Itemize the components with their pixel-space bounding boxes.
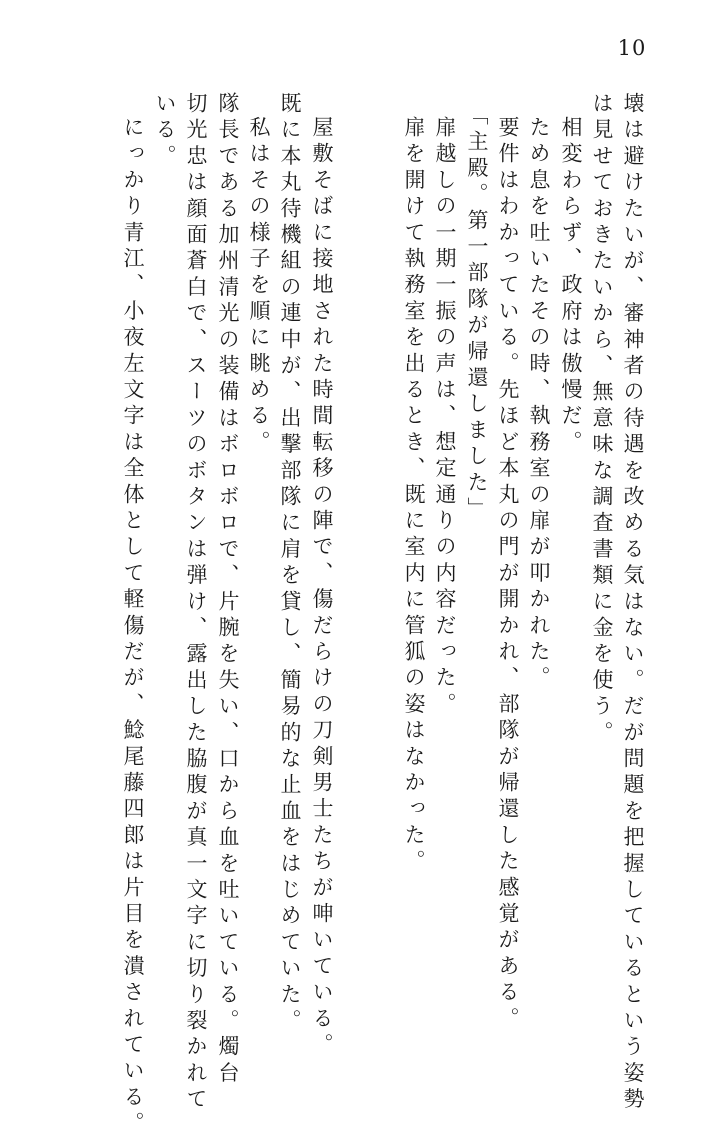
text-line: 「主殿。第一部隊が帰還しました」 [465,104,489,524]
text-line: 要件はわかっている。先ほど本丸の門が開かれ、部隊が帰還した感覚がある。 [496,116,520,1033]
text-line: 既に本丸待機組の連中が、出撃部隊に肩を貸し、簡易的な止血をはじめていた。 [278,92,302,1036]
text-line: 扉を開けて執務室を出るとき、既に室内に管狐の姿はなかった。 [402,116,426,876]
text-line: 切光忠は顔面蒼白で、スーツのボタンは弾け、露出した脇腹が真一文字に切り裂かれて [184,92,208,1114]
text-line: 隊長である加州清光の装備はボロボロで、片腕を失い、口から血を吐いている。燭台 [216,92,240,1088]
page-number: 10 [617,36,647,60]
text-line: 扉越しの一期一振の声は、想定通りの内容だった。 [433,116,457,719]
text-line: にっかり青江、小夜左文字は全体として軽傷だが、鯰尾藤四郎は片目を潰されている。 [121,116,145,1138]
text-line: は見せておきたいから、無意味な調査書類に金を使う。 [590,92,614,747]
text-line: いる。 [153,92,177,171]
text-line: 私はその様子を順に眺める。 [247,116,271,457]
text-line: 相変わらず、政府は傲慢だ。 [559,116,583,457]
text-line: ため息を吐いたその時、執務室の扉が叩かれた。 [527,116,551,693]
text-line: 屋敷そばに接地された時間転移の陣で、傷だらけの刀剣男士たちが呻いている。 [310,116,334,1060]
text-line: 壊は避けたいが、審神者の待遇を改める気はない。だが問題を把握しているという姿勢 [621,92,645,1114]
